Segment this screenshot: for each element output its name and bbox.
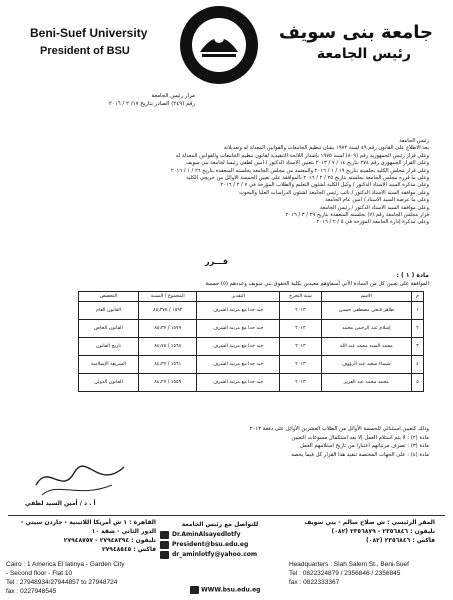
preamble-line: وعلى قرار رئيس الجمهورية رقم (٨٠٩) لسنة ١٩٧٥ بإصدار اللائحة التنفيذية لقانون تنظيم الجامعات والقوانين المعدلة له [175,152,429,159]
header-en-subtitle: President of BSU [40,45,130,57]
table-header: الاسم [321,292,411,302]
facebook-icon [160,531,169,539]
table-cell: القانون الخاص [79,320,139,338]
table-cell: الشريعة الإسلامية [79,356,139,374]
table-cell: ٤ [412,356,424,374]
footer-ar-cairo [6,518,156,554]
article-line: وذلك كتعيين استثنائي للخمسة الأوائل من الطلاب العشرين الأوائل على دفعة ٢٠١٣ [249,426,429,432]
table-cell: ١٥٩٢ / ٨٥٫٣٧٥ [139,302,197,320]
preamble-line: وعلى ما عرضه السيد الأستاذ / أمين عام الجامعة [325,197,429,204]
contact-heading: للتواصل مع رئيس الجامعة [181,521,259,528]
yahoo-icon [160,551,169,559]
table-cell: محمد السيد محمد عبد الله [321,338,411,356]
table-cell: ٢٠١٣ [280,302,321,320]
footer-line: Tel : 27948934/27944857 to 27948724 [6,579,118,586]
footer-line: فاكس : ٢٧٩٤٨٥٤٥ [101,546,156,553]
yahoo-address[interactable]: dr_aminlotfy@yahoo.com [172,551,258,558]
table-header-row [79,292,424,302]
footer-line: Cairo : 1 America El latinya - Garden City [6,561,125,568]
preamble-line: قرار مجلس الجامعة رقم (٧) بجلسته المنعقدة بتاريخ ٢٩ / ٣ / ٢٠١٦ [285,212,429,219]
footer-line: تليفون : ٢٣٥٦٨٤٦ - ٢٣٥٦٨٧٩ (٠٨٢) [331,528,435,535]
table-cell: ١٥٦٨ / ٨٤٫٧٥ [139,338,197,356]
university-logo [178,4,260,86]
article-1-text: الموافقة على تعيين كل من السادة الآتي أسماؤهم معيدين بكلية الحقوق بني سويف وعددهم (٥) خمسة [205,281,429,287]
preamble-line: وعلى مذكرة إدارة الجامعة المؤرخة في ٥ / ٢ / ٢٠١٦ [316,219,429,226]
table-header: م [412,292,424,302]
signatory-name: أ . د / أمين السيد لطفي [25,500,96,507]
footer-contact [160,520,280,560]
table-cell: القانون العام [79,302,139,320]
footer-divider [8,515,445,516]
table-row [79,374,424,392]
preamble-line: بعد الاطلاع على القانون رقم ٤٩ لسنة ١٩٧٢ بشأن تنظيم الجامعات والقوانين المعدلة له وتعديلاته [223,145,429,152]
preamble-line: وعلى موافقة السيد الأستاذ الدكتور / نائب رئيس الجامعة لشئون الدراسات العليا والبحوث [239,189,429,196]
decision-heading: قـــرر [205,257,229,266]
article-1-title: مادة ( ١ ) : [396,272,429,279]
footer-line: تليفون : ٢٧٩٤٨٣٩٤ - ٢٧٩٤٨٧٥٧ [63,537,156,544]
table-row [79,338,424,356]
reference-block [85,92,195,108]
table-cell: ١٥٧٩ / ٨٥٫٣٧ [139,320,197,338]
article-line: مادة (٣) : تصرف مرتباتهم اعتبارا من تاريخ استلامهم العمل [300,443,429,449]
table-cell: جيد جدا مع مرتبة الشرف [197,320,280,338]
footer-line: fax : 0227948545 [6,588,57,595]
footer-line: - Second floor - Flat 10 [6,570,73,577]
appointees-table [78,291,424,392]
preamble-line: وعلى قرار مجلس الكلية بجلسته بتاريخ ١٩ / ١ / ٢٠١٦ والمعتمد من مجلس الجامعة بجلسته المنعقدة بتاريخ ٢٦ / ١ / ٢٠١٦ [170,167,429,174]
header-en-title: Beni-Suef University [30,26,148,40]
preamble-line: رئيس الجامعة [399,138,429,144]
article-line: مادة (٢) : لا يتم استلام العمل إلا بعد استكمال مسوغات التعيين [291,434,429,441]
table-cell: ٢٠١٣ [280,338,321,356]
articles-block [30,425,429,459]
article-line: مادة (٤) : على الجهات المختصة تنفيذ هذا القرار كل فيما يخصه [291,451,429,458]
table-cell: جيد جدا مع مرتبة الشرف [197,374,280,392]
signature-stamp [28,455,138,505]
footer-en-cairo [6,560,156,596]
table-cell: ٥ [412,374,424,392]
reference-line-2: رقم (٢٤٩) الصادر بتاريخ ١٧/ ٢ / ٢٠١٦ [108,101,195,107]
table-row [79,320,424,338]
table-header: المجموع / النسبة [139,292,197,302]
preamble [36,138,429,227]
table-cell: جيد جدا مع مرتبة الشرف [197,356,280,374]
table-cell: ١ [412,302,424,320]
footer-line: فاكس : ٢٣٥٦٨٤٦ (٠٨٢) [366,537,435,544]
reference-line-1: مرار رئيس الجامعة [151,93,195,99]
header-ar-subtitle: رئيس الجامعة [316,46,411,62]
table-header: سنة التخرج [280,292,321,302]
footer-ar-headquarters [295,518,435,545]
table-cell: ٣ [412,338,424,356]
website-link[interactable] [190,586,260,594]
footer-line: المقر الرئيسي : ش صلاح سالم - بني سويف [304,519,435,526]
table-cell: ٢ [412,320,424,338]
table-cell: ٢٠١٣ [280,374,321,392]
table-cell: ٢٠١٣ [280,320,321,338]
header-ar-title: جامعة بنى سويف [279,22,433,43]
table-cell: جيد جدا مع مرتبة الشرف [197,302,280,320]
footer-en-headquarters [289,560,439,587]
email-icon [160,541,169,549]
footer-line: Tel : 0822324879 / 2356846 / 2356845 [289,570,401,577]
table-cell: طاهر فتحي مصطفى حسين [321,302,411,320]
globe-icon [190,586,199,594]
table-cell: إسلام عبد الرحمن محمد [321,320,411,338]
table-cell: ١٥٥٩ / ٨٤٫٢٧ [139,374,197,392]
table-cell: تاريخ القانون [79,338,139,356]
table-header: التخصص [79,292,139,302]
facebook-handle[interactable]: Dr.AminAlsayedlotfy [172,531,241,538]
footer-line: Headquarters : Slah Salem St., Beni-Suef [289,561,409,568]
footer-line: القاهرة : ١ ش أمريكا اللاتينية - جاردن سيتي - الدور الثاني - شقة ١٠ [20,519,156,535]
preamble-line: وعلى مذكرة السيد الأستاذ الدكتور / وكيل الكلية لشئون التعليم والطلاب المؤرخة في ٧ / ٢ / ٢٠١٦ [220,182,429,189]
preamble-line: وعلى القرار الجمهوري رقم ٢٧٤ بتاريخ ١٤ / ٧ / ٢٠١٣ بتعيين الأستاذ الدكتور / أمين لطفي رئيساً لجامعة بني سويف [185,160,429,167]
preamble-line: وعلى موافقة السيد الأستاذ الدكتور / رئيس الجامعة [320,204,429,211]
table-header: التقدير [197,292,280,302]
table-cell: جيد جدا مع مرتبة الشرف [197,338,280,356]
table-cell: محمد محمد عبد العزيز [321,374,411,392]
table-cell: شيماء سعيد عبد الرؤوف [321,356,411,374]
footer-line: fax : 0822333367 [289,579,340,586]
table-row [79,302,424,320]
table-row [79,356,424,374]
preamble-line: وعلى ما قرره مجلس الجامعة بجلسته بتاريخ ٢٥ / ٢ / ٢٠١٦ بالموافقة على تعيين الخمسة الأوائل من خريجي الكلية [186,175,429,182]
website-url[interactable]: WWW.bsu.edu.eg [201,586,261,594]
table-cell: ١٥٦١ / ٨٤٫٣٧ [139,356,197,374]
email-address[interactable]: President@bsu.edu.eg [172,541,249,548]
table-cell: القانون الدولي [79,374,139,392]
table-cell: ٢٠١٣ [280,356,321,374]
